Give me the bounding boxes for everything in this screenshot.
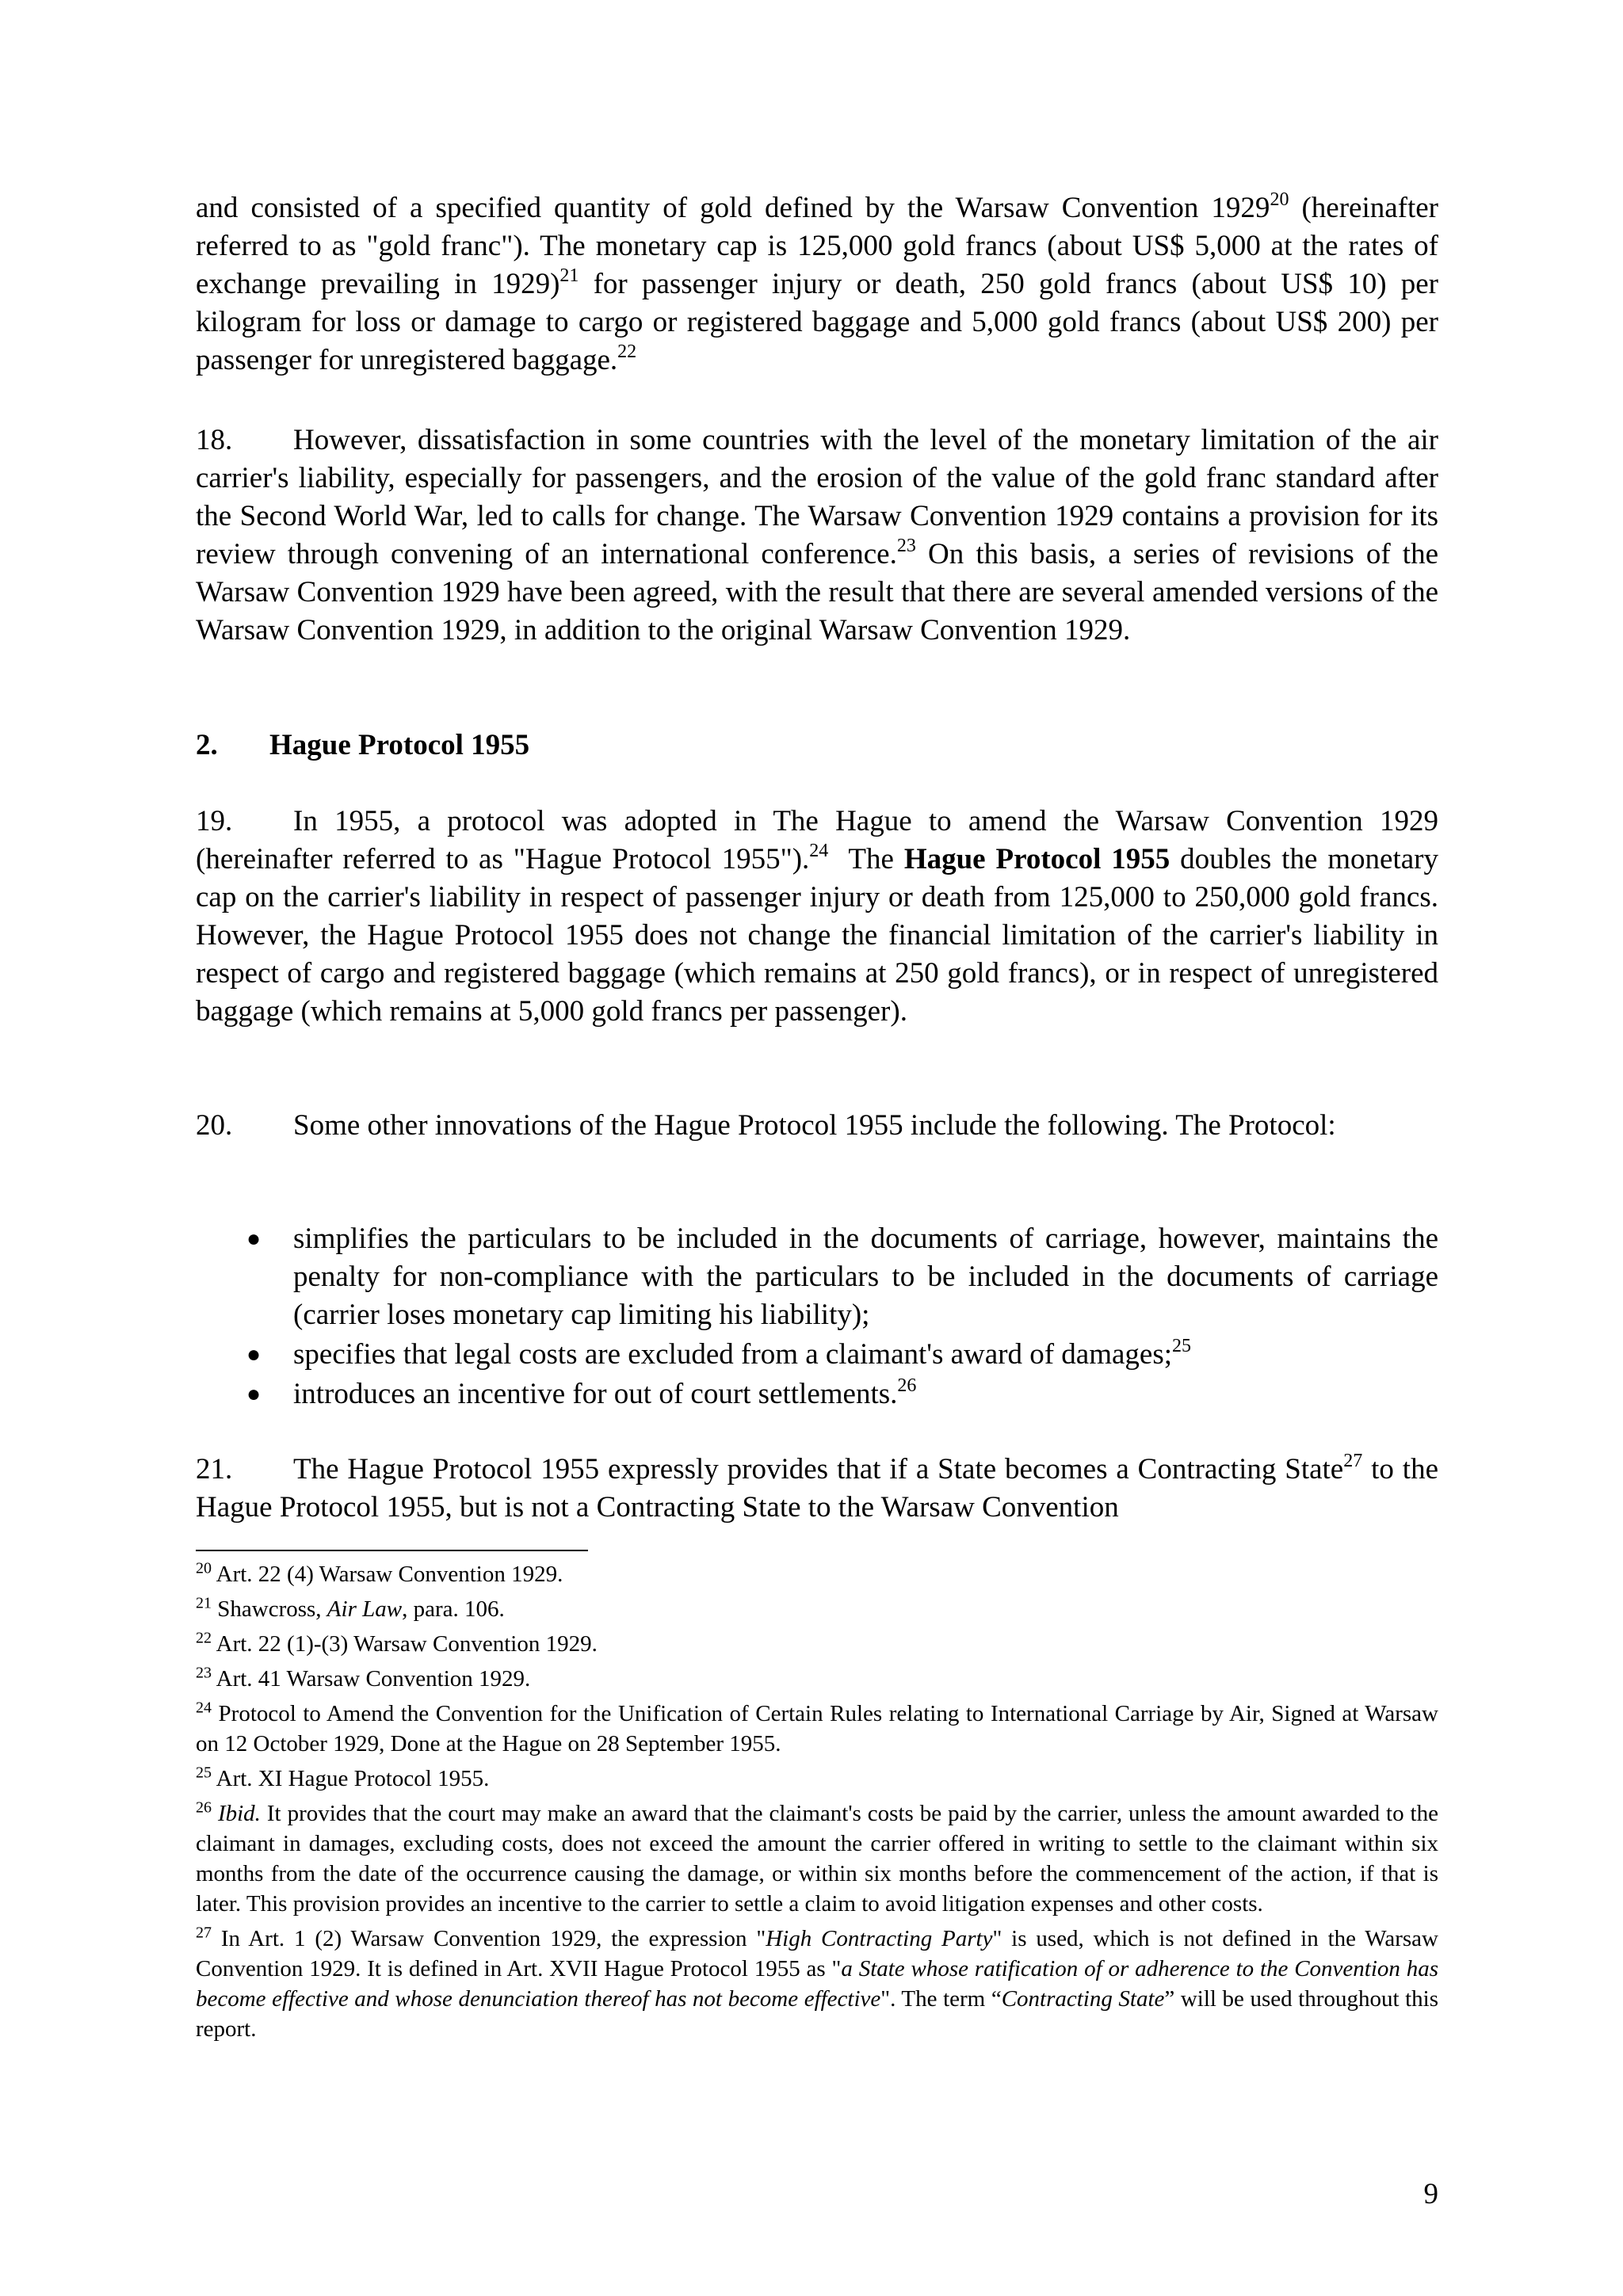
list-item (196, 1375, 1438, 1413)
footnote-text: Art. 41 Warsaw Convention 1929. (212, 1666, 531, 1691)
footnote-text: Art. XI Hague Protocol 1955. (212, 1766, 490, 1791)
bullet-list (196, 1220, 1438, 1413)
text-run: On this basis, a series of revisions of the Warsaw Convention 1929 have been agreed, with the result that there are several amended versions of the Warsaw Convention 1929, in addition to the original Warsaw Convention 1929. (196, 538, 1438, 646)
italic-text: Contracting State (1001, 1986, 1165, 2012)
paragraph-number: 20. (196, 1109, 233, 1142)
footnote-ref-25: 25 (1172, 1335, 1192, 1356)
footnote-text: ". The term “ (880, 1986, 1002, 2012)
footnote-ref-27: 27 (1343, 1450, 1363, 1471)
footnote-text: Protocol to Amend the Convention for the Unification of Certain Rules relating to International Carriage by Air, Signed at Warsaw on 12 October 1929, Done at the Hague on 28 September 1955. (196, 1701, 1438, 1756)
footnote-text: , para. 106. (402, 1596, 505, 1622)
bold-text: Hague Protocol 1955 (903, 843, 1170, 875)
text-run: In 1955, a protocol was adopted in The Hague to amend the Warsaw Convention 1929 (hereinafter referred to as "Hague Protocol 1955"). (196, 805, 1438, 875)
footnote-text: Art. 22 (4) Warsaw Convention 1929. (212, 1562, 563, 1587)
section-number: 2. (196, 729, 218, 761)
footnote-21 (196, 1594, 1438, 1624)
footnote-24 (196, 1699, 1438, 1759)
bullet-icon: ● (246, 1341, 262, 1367)
footnote-number: 27 (196, 1924, 212, 1942)
footnote-ref-21: 21 (559, 265, 579, 286)
paragraph-20 (196, 1107, 1438, 1145)
list-item-text: introduces an incentive for out of court settlements. (293, 1378, 898, 1410)
text-run: (hereinafter referred to as "gold franc"). The monetary cap is 125,000 gold francs (about US$ 5,000 at the rates of exchange prevailing in 1929) (196, 192, 1438, 300)
footnote-number: 26 (196, 1798, 212, 1817)
footnote-ref-20: 20 (1270, 189, 1289, 210)
footnote-text: ” will be used throughout this report. (196, 1986, 1438, 2042)
text-run: The (828, 843, 904, 875)
footnote-text: " is used, which is not defined in the Warsaw Convention 1929. It is defined in Art. XVII Hague Protocol 1955 as " (196, 1926, 1438, 1981)
text-run: However, dissatisfaction in some countries with the level of the monetary limitation of the air carrier's liability, especially for passengers, and the erosion of the value of the gold franc standard after the Second World War, led to calls for change. The Warsaw Convention 1929 contains a provision for its review through convening of an international conference. (196, 424, 1438, 570)
text-run: for passenger injury or death, 250 gold francs (about US$ 10) per kilogram for loss or damage to cargo or registered baggage and 5,000 gold francs (about US$ 200) per passenger for unregistered baggage. (196, 268, 1438, 376)
section-heading (196, 727, 529, 765)
footnote-number: 25 (196, 1764, 212, 1782)
footnote-number: 23 (196, 1664, 212, 1682)
paragraph-19 (196, 803, 1438, 1031)
footnote-text: It provides that the court may make an award that the claimant's costs be paid by the carrier, unless the amount awarded to the claimant in damages, excluding costs, does not exceed the amount the carrier offered in writing to settle to the claimant within six months from the date of the occurrence causing the damage, or within six months before the commencement of the action, if that is later. This provision provides an incentive to the carrier to settle a claim to avoid litigation expenses and other costs. (196, 1801, 1438, 1917)
footnote-25 (196, 1764, 1438, 1794)
footnote-ref-23: 23 (896, 535, 916, 556)
paragraph-number: 18. (196, 424, 233, 456)
list-item-text: specifies that legal costs are excluded from a claimant's award of damages; (293, 1338, 1173, 1371)
footnote-separator (196, 1550, 588, 1551)
list-item-text: simplifies the particulars to be included in the documents of carriage, however, maintains the penalty for non-compliance with the particulars to be included in the documents of carriage (carrier loses monetary cap limiting his liability); (293, 1222, 1438, 1331)
footnote-number: 21 (196, 1594, 212, 1612)
paragraph-21 (196, 1451, 1438, 1527)
paragraph-number: 21. (196, 1453, 233, 1486)
footnote-22 (196, 1629, 1438, 1659)
text-run: Some other innovations of the Hague Protocol 1955 include the following. The Protocol: (293, 1109, 1336, 1142)
footnote-20 (196, 1559, 1438, 1589)
page-number: 9 (1423, 2178, 1438, 2210)
footnote-number: 20 (196, 1559, 212, 1577)
italic-text: a State whose ratification of or adherence to the Convention has become effective and whose denunciation thereof has not become effective (196, 1956, 1438, 2012)
footnote-ref-22: 22 (617, 341, 637, 362)
footnote-27 (196, 1924, 1438, 2044)
italic-text: Ibid. (217, 1801, 261, 1826)
paragraph-18 (196, 421, 1438, 650)
paragraph-number: 19. (196, 805, 233, 837)
text-run: The Hague Protocol 1955 expressly provides that if a State becomes a Contracting State (293, 1453, 1344, 1486)
italic-text: Air Law (327, 1596, 403, 1622)
footnote-ref-26: 26 (897, 1375, 917, 1396)
footnote-number: 22 (196, 1629, 212, 1647)
bullet-icon: ● (246, 1226, 262, 1252)
text-run: doubles the monetary cap on the carrier's liability in respect of passenger injury or death from 125,000 to 250,000 gold francs. However, the Hague Protocol 1955 does not change the financial limitation of the carrier's liability in respect of cargo and registered baggage (which remains at 250 gold francs), or in respect of unregistered baggage (which remains at 5,000 gold francs per passenger). (196, 843, 1438, 1028)
footnote-text: Shawcross, (212, 1596, 327, 1622)
bullet-icon: ● (246, 1381, 262, 1407)
text-run: to the Hague Protocol 1955, but is not a Contracting State to the Warsaw Convention (196, 1453, 1438, 1524)
footnote-number: 24 (196, 1699, 212, 1717)
list-item (196, 1336, 1438, 1374)
footnote-ref-24: 24 (809, 840, 829, 861)
paragraph-17-continuation (196, 189, 1438, 379)
list-item (196, 1220, 1438, 1334)
footnote-26 (196, 1798, 1438, 1919)
footnote-text: In Art. 1 (2) Warsaw Convention 1929, the expression " (212, 1926, 766, 1951)
footnotes (196, 1559, 1438, 2049)
text-run: and consisted of a specified quantity of gold defined by the Warsaw Convention 1929 (196, 192, 1270, 224)
section-title: Hague Protocol 1955 (269, 729, 530, 761)
italic-text: High Contracting Party (766, 1926, 993, 1951)
footnote-23 (196, 1664, 1438, 1694)
footnote-text: Art. 22 (1)-(3) Warsaw Convention 1929. (212, 1631, 598, 1657)
